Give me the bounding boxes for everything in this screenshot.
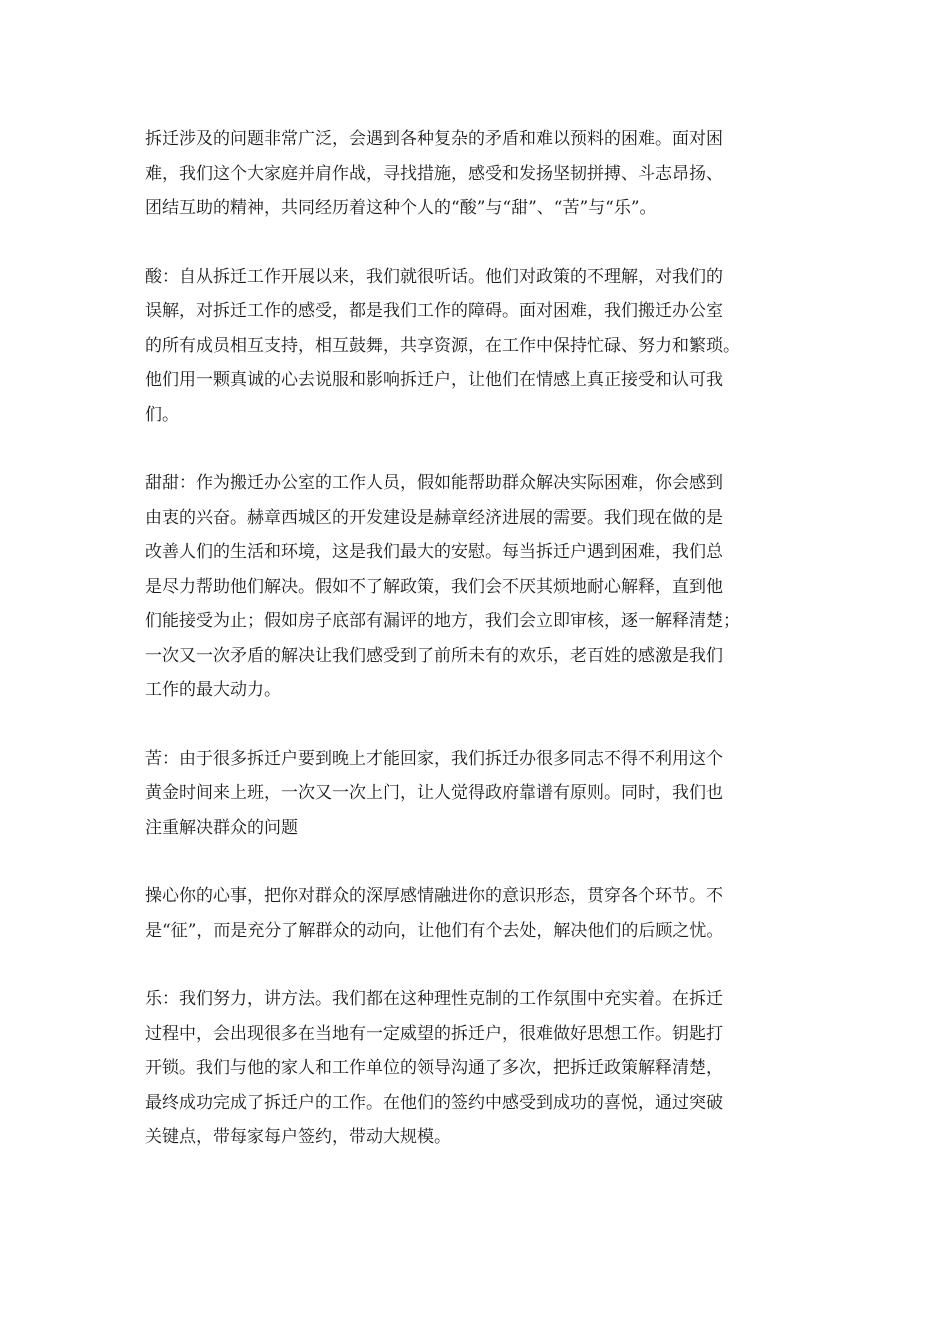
text-line: 过程中，会出现很多在当地有一定威望的拆迁户，很难做好思想工作。钥匙打 bbox=[145, 1023, 723, 1044]
text-line: 难，我们这个大家庭并肩作战，寻找措施，感受和发扬坚韧拼搏、斗志昂扬、 bbox=[145, 163, 723, 184]
text-line: 工作的最大动力。 bbox=[145, 680, 281, 700]
text-line: 他们用一颗真诚的心去说服和影响拆迁户，让他们在情感上真正接受和认可我 bbox=[145, 370, 723, 390]
text-line: 苦：由于很多拆迁户要到晚上才能回家，我们拆迁办很多同志不得不利用这个 bbox=[145, 748, 723, 769]
text-line: 们能接受为止；假如房子底部有漏评的地方，我们会立即审核，逐一解释清楚； bbox=[145, 611, 740, 631]
paragraph-care bbox=[145, 879, 807, 948]
text-line: 酸：自从拆迁工作开展以来，我们就很听话。他们对政策的不理解，对我们的 bbox=[145, 266, 723, 287]
document-body bbox=[145, 122, 807, 1189]
text-line: 团结互助的精神，共同经历着这种个人的“酸”与“甜”、“苦”与“乐”。 bbox=[145, 198, 657, 218]
text-line: 是“征”，而是充分了解群众的动向，让他们有个去处，解决他们的后顾之忧。 bbox=[145, 920, 724, 941]
text-line: 由衷的兴奋。赫章西城区的开发建设是赫章经济进展的需要。我们现在做的是 bbox=[145, 507, 723, 528]
text-line: 开锁。我们与他的家人和工作单位的领导沟通了多次，把拆迁政策解释清楚， bbox=[145, 1058, 723, 1078]
text-line: 乐：我们努力，讲方法。我们都在这种理性克制的工作氛围中充实着。在拆迁 bbox=[145, 989, 723, 1009]
paragraph-joy bbox=[145, 982, 807, 1155]
paragraph-bitter bbox=[145, 742, 807, 846]
text-line: 注重解决群众的问题 bbox=[145, 817, 298, 838]
paragraph-intro bbox=[145, 122, 807, 226]
text-line: 改善人们的生活和环境，这是我们最大的安慰。每当拆迁户遇到困难，我们总 bbox=[145, 542, 723, 562]
text-line: 关键点，带每家每户签约，带动大规模。 bbox=[145, 1127, 451, 1147]
text-line: 是尽力帮助他们解决。假如不了解政策，我们会不厌其烦地耐心解释，直到他 bbox=[145, 576, 723, 597]
text-line: 拆迁涉及的问题非常广泛，会遇到各种复杂的矛盾和难以预料的困难。面对困 bbox=[145, 129, 723, 149]
text-line: 误解，对拆迁工作的感受，都是我们工作的障碍。面对困难，我们搬迁办公室 bbox=[145, 301, 723, 321]
paragraph-sweet bbox=[145, 466, 807, 708]
text-line: 一次又一次矛盾的解决让我们感受到了前所未有的欢乐，老百姓的感激是我们 bbox=[145, 645, 723, 666]
paragraph-sour bbox=[145, 260, 807, 433]
text-line: 甜甜：作为搬迁办公室的工作人员，假如能帮助群众解决实际困难，你会感到 bbox=[145, 473, 723, 493]
text-line: 们。 bbox=[145, 404, 179, 425]
text-line: 黄金时间来上班，一次又一次上门，让人觉得政府靠谱有原则。同时，我们也 bbox=[145, 783, 723, 803]
text-line: 最终成功完成了拆迁户的工作。在他们的签约中感受到成功的喜悦，通过突破 bbox=[145, 1092, 723, 1113]
text-line: 的所有成员相互支持，相互鼓舞，共享资源，在工作中保持忙碌、努力和繁琐。 bbox=[145, 335, 740, 356]
text-line: 操心你的心事，把你对群众的深厚感情融进你的意识形态，贯穿各个环节。不 bbox=[145, 886, 723, 906]
